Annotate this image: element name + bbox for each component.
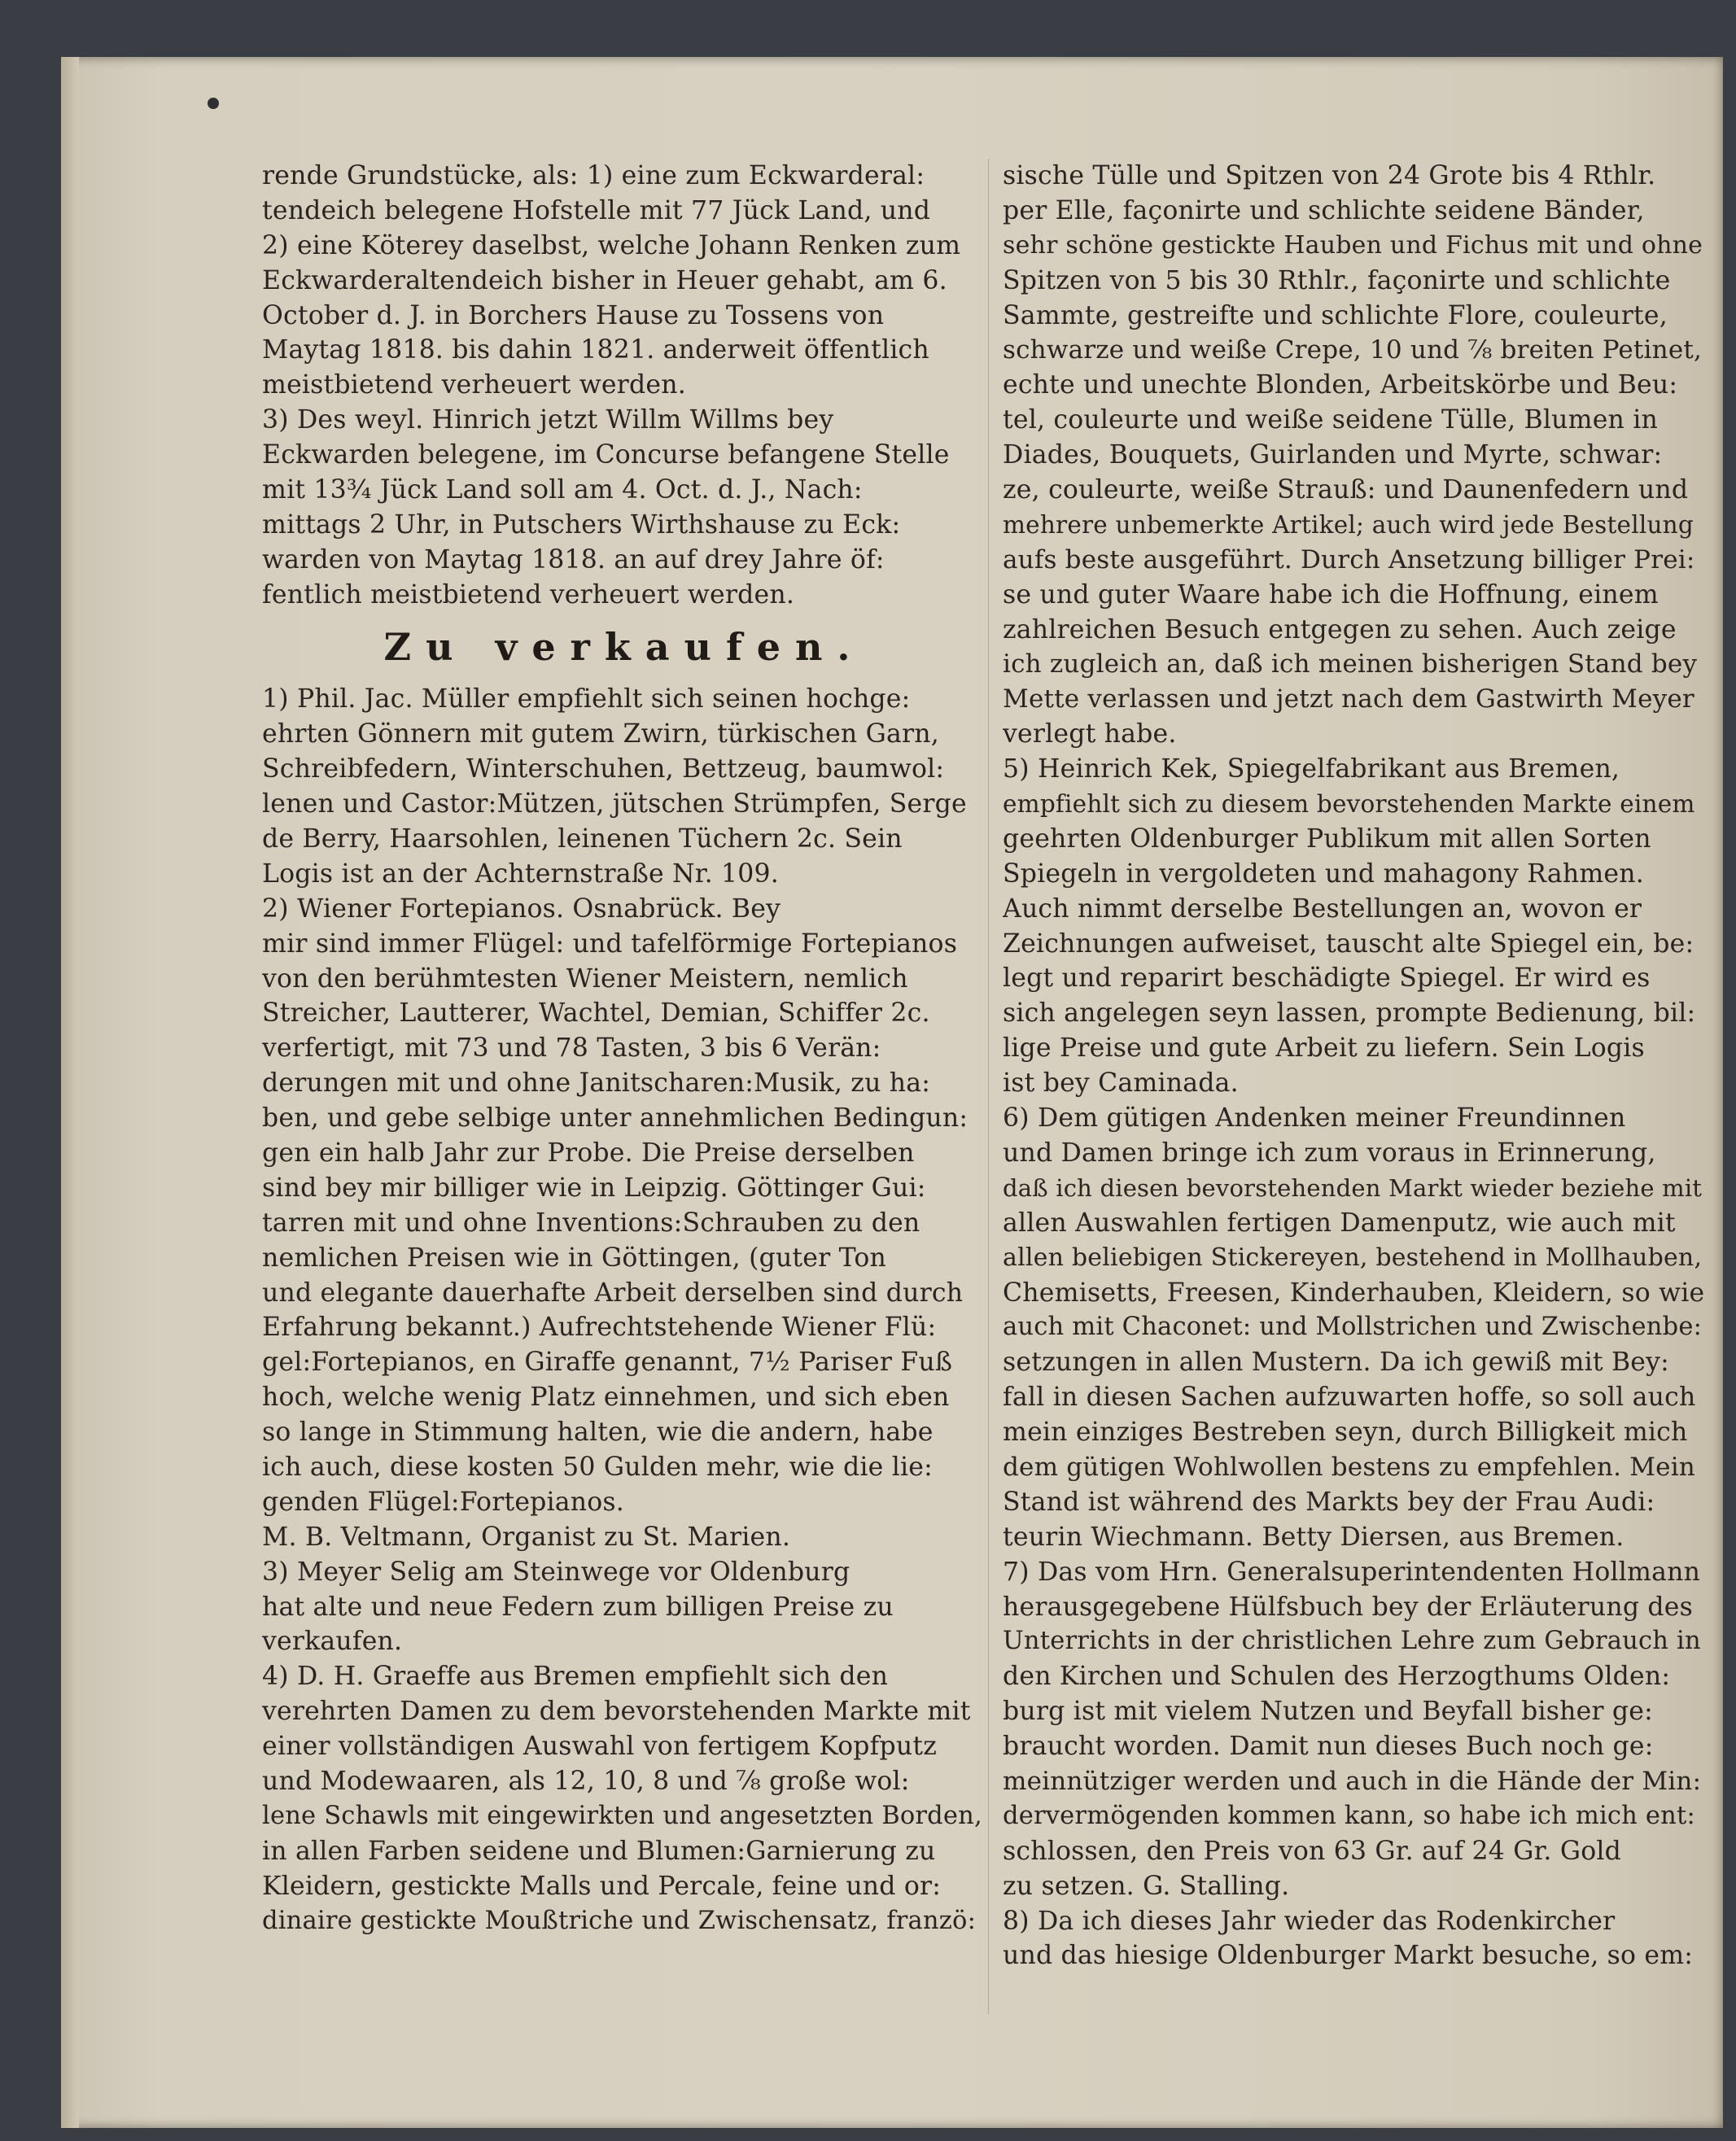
text-line: 3) Des weyl. Hinrich jetzt Willm Willms bey	[262, 405, 834, 435]
text-line: legt und reparirt beschädigte Spiegel. Er wird es	[1003, 963, 1651, 994]
text-line: de Berry, Haarsohlen, leinenen Tüchern 2c. Sein	[262, 824, 903, 854]
ink-dot	[208, 98, 219, 109]
text-line: 6) Dem gütigen Andenken meiner Freundinnen	[1003, 1103, 1626, 1134]
text-line: fentlich meistbietend verheuert werden.	[262, 579, 795, 610]
text-line: dervermögenden kommen kann, so habe ich mich ent:	[1003, 1801, 1695, 1830]
text-line: daß ich diesen bevorstehenden Markt wieder beziehe mit	[1003, 1173, 1703, 1202]
text-line: aufs beste ausgeführt. Durch Ansetzung billiger Prei:	[1003, 544, 1695, 575]
text-line: 1) Phil. Jac. Müller empfiehlt sich seinen hochge:	[262, 684, 911, 714]
text-line: sehr schöne gestickte Hauben und Fichus mit und ohne	[1003, 230, 1703, 260]
text-line: gel:Fortepianos, en Giraffe genannt, 7½ Pariser Fuß	[262, 1348, 953, 1378]
text-line: und Modewaaren, als 12, 10, 8 und ⅞ große wol:	[262, 1766, 910, 1796]
text-line: meistbietend verheuert werden.	[262, 370, 686, 400]
text-line: zahlreichen Besuch entgegen zu sehen. Auch zeige	[1003, 614, 1677, 644]
text-line: schlossen, den Preis von 63 Gr. auf 24 Gr. Gold	[1003, 1836, 1622, 1866]
text-line: tendeich belegene Hofstelle mit 77 Jück Land, und	[262, 195, 931, 225]
text-line: ben, und gebe selbige unter annehmlichen Bedingun:	[262, 1103, 969, 1134]
text-line: Kleidern, gestickte Malls und Percale, feine und or:	[262, 1871, 942, 1901]
text-line: Diades, Bouquets, Guirlanden und Myrte, schwar:	[1003, 440, 1663, 470]
text-line: Eckwarden belegene, im Concurse befangene Stelle	[262, 440, 950, 470]
text-line: derungen mit und ohne Janitscharen:Musik, zu ha:	[262, 1068, 931, 1099]
text-line: mehrere unbemerkte Artikel; auch wird jede Bestellung	[1003, 510, 1694, 539]
text-line: Logis ist an der Achternstraße Nr. 109.	[262, 859, 779, 889]
text-line: 8) Da ich dieses Jahr wieder das Rodenkircher	[1003, 1906, 1616, 1936]
text-line: October d. J. in Borchers Hause zu Tossens von	[262, 300, 885, 330]
text-line: rende Grundstücke, als: 1) eine zum Eckwarderal:	[262, 161, 925, 190]
text-line: auch mit Chaconet: und Mollstrichen und Zwischenbe:	[1003, 1313, 1703, 1342]
text-line: teurin Wiechmann. Betty Diersen, aus Bremen.	[1003, 1522, 1624, 1552]
text-line: 2) eine Köterey daselbst, welche Johann Renken zum	[262, 230, 961, 260]
text-line: per Elle, façonirte und schlichte seidene Bänder,	[1003, 195, 1645, 225]
left-text-column	[262, 159, 986, 1938]
text-line: ich zugleich an, daß ich meinen bisherigen Stand bey	[1003, 649, 1698, 679]
text-line: empfiehlt sich zu diesem bevorstehenden Markte einem	[1003, 790, 1695, 819]
text-line: sind bey mir billiger wie in Leipzig. Göttinger Gui:	[262, 1173, 926, 1203]
text-line: Maytag 1818. bis dahin 1821. anderweit öffentlich	[262, 335, 929, 365]
text-line: Chemisetts, Freesen, Kinderhauben, Kleidern, so wie	[1003, 1278, 1704, 1308]
text-line: allen beliebigen Stickereyen, bestehend in Mollhauben,	[1003, 1243, 1703, 1272]
text-line: hat alte und neue Federn zum billigen Preise zu	[262, 1592, 894, 1622]
text-line: mittags 2 Uhr, in Putschers Wirthshause zu Eck:	[262, 509, 901, 540]
column-divider	[988, 159, 989, 2014]
text-line: und Damen bringe ich zum voraus in Erinnerung,	[1003, 1138, 1656, 1168]
text-line: schwarze und weiße Crepe, 10 und ⅞ breiten Petinet,	[1003, 335, 1703, 365]
text-line: Eckwarderaltendeich bisher in Heuer gehabt, am 6.	[262, 265, 947, 295]
text-line: sische Tülle und Spitzen von 24 Grote bis 4 Rthlr.	[1003, 161, 1656, 190]
text-line: ze, couleurte, weiße Strauß: und Daunenfedern und	[1003, 475, 1689, 505]
left-paragraphs-top	[262, 159, 986, 613]
text-line: in allen Farben seidene und Blumen:Garnierung zu	[262, 1836, 936, 1866]
text-line: Spitzen von 5 bis 30 Rthlr., façonirte und schlichte	[1003, 265, 1671, 295]
text-line: sich angelegen seyn lassen, prompte Bedienung, bil:	[1003, 998, 1696, 1029]
text-line: lenen und Castor:Mützen, jütschen Strümpfen, Serge	[262, 789, 967, 819]
text-line: Unterrichts in der christlichen Lehre zum Gebrauch in	[1003, 1627, 1701, 1656]
text-line: meinnütziger werden und auch in die Hände der Min:	[1003, 1766, 1702, 1796]
left-paragraphs-bottom	[262, 682, 986, 1938]
text-line: 7) Das vom Hrn. Generalsuperintendenten Hollmann	[1003, 1557, 1701, 1587]
text-line: zu setzen. G. Stalling.	[1003, 1871, 1290, 1901]
text-line: 3) Meyer Selig am Steinwege vor Oldenburg	[262, 1557, 851, 1587]
text-line: lene Schawls mit eingewirkten und angesetzten Borden,	[262, 1801, 982, 1830]
text-line: genden Flügel:Fortepianos.	[262, 1487, 625, 1517]
text-line: warden von Maytag 1818. an auf drey Jahre öf:	[262, 544, 885, 575]
text-line: allen Auswahlen fertigen Damenputz, wie auch mit	[1003, 1208, 1676, 1238]
text-line: so lange in Stimmung halten, wie die andern, habe	[262, 1418, 934, 1448]
text-line: se und guter Waare habe ich die Hoffnung, einem	[1003, 579, 1659, 610]
text-line: Streicher, Lautterer, Wachtel, Demian, Schiffer 2c.	[262, 998, 930, 1029]
text-line: hoch, welche wenig Platz einnehmen, und sich eben	[262, 1383, 950, 1413]
text-line: lige Preise und gute Arbeit zu liefern. Sein Logis	[1003, 1033, 1645, 1064]
text-line: burg ist mit vielem Nutzen und Beyfall bisher ge:	[1003, 1697, 1653, 1727]
text-line: ist bey Caminada.	[1003, 1068, 1239, 1099]
text-line: nemlichen Preisen wie in Göttingen, (guter Ton	[262, 1243, 887, 1273]
text-line: dinaire gestickte Moußtriche und Zwischensatz, franzö:	[262, 1906, 977, 1935]
text-line: setzungen in allen Mustern. Da ich gewiß mit Bey:	[1003, 1348, 1669, 1378]
text-line: tel, couleurte und weiße seidene Tülle, Blumen in	[1003, 405, 1659, 435]
text-line: 2) Wiener Fortepianos. Osnabrück. Bey	[262, 894, 781, 924]
text-line: geehrten Oldenburger Publikum mit allen Sorten	[1003, 824, 1651, 854]
text-line: braucht worden. Damit nun dieses Buch noch ge:	[1003, 1732, 1654, 1762]
text-line: verehrten Damen zu dem bevorstehenden Markte mit	[262, 1697, 971, 1727]
text-line: verlegt habe.	[1003, 719, 1177, 749]
text-line: 4) D. H. Graeffe aus Bremen empfiehlt sich den	[262, 1662, 889, 1692]
text-line: Erfahrung bekannt.) Aufrechtstehende Wiener Flü:	[262, 1313, 937, 1343]
text-line: verkaufen.	[262, 1627, 403, 1657]
text-line: Schreibfedern, Winterschuhen, Bettzeug, baumwol:	[262, 754, 945, 784]
text-line: Spiegeln in vergoldeten und mahagony Rahmen.	[1003, 859, 1644, 889]
text-line: ehrten Gönnern mit gutem Zwirn, türkischen Garn,	[262, 719, 939, 749]
text-line: Mette verlassen und jetzt nach dem Gastwirth Meyer	[1003, 684, 1694, 714]
text-line: den Kirchen und Schulen des Herzogthums Olden:	[1003, 1662, 1671, 1692]
text-line: herausgegebene Hülfsbuch bey der Erläuterung des	[1003, 1592, 1693, 1622]
text-line: mit 13¾ Jück Land soll am 4. Oct. d. J., Nach:	[262, 475, 863, 505]
section-heading: Zu verkaufen.	[383, 624, 865, 669]
text-line: Stand ist während des Markts bey der Frau Audi:	[1003, 1487, 1655, 1517]
text-line: mein einziges Bestreben seyn, durch Billigkeit mich	[1003, 1418, 1688, 1448]
text-line: und das hiesige Oldenburger Markt besuche, so em:	[1003, 1941, 1694, 1971]
text-line: einer vollständigen Auswahl von fertigem Kopfputz	[262, 1732, 937, 1762]
text-line: verfertigt, mit 73 und 78 Tasten, 3 bis 6 Verän:	[262, 1033, 881, 1064]
text-line: 5) Heinrich Kek, Spiegelfabrikant aus Bremen,	[1003, 754, 1620, 784]
text-line: von den berühmtesten Wiener Meistern, nemlich	[262, 963, 908, 994]
text-line: und elegante dauerhafte Arbeit derselben sind durch	[262, 1278, 964, 1308]
page-binding-edge	[61, 57, 79, 2128]
text-line: dem gütigen Wohlwollen bestens zu empfehlen. Mein	[1003, 1452, 1695, 1482]
text-line: gen ein halb Jahr zur Probe. Die Preise derselben	[262, 1138, 915, 1168]
text-line: tarren mit und ohne Inventions:Schrauben zu den	[262, 1208, 920, 1238]
text-line: echte und unechte Blonden, Arbeitskörbe und Beu:	[1003, 370, 1678, 400]
text-line: ich auch, diese kosten 50 Gulden mehr, wie die lie:	[262, 1452, 933, 1482]
text-line: Sammte, gestreifte und schlichte Flore, couleurte,	[1003, 300, 1668, 330]
text-line: Zeichnungen aufweiset, tauscht alte Spiegel ein, be:	[1003, 928, 1694, 959]
right-text-column	[1003, 159, 1704, 1973]
text-line: fall in diesen Sachen aufzuwarten hoffe, so soll auch	[1003, 1383, 1696, 1413]
text-line: M. B. Veltmann, Organist zu St. Marien.	[262, 1522, 791, 1552]
text-line: mir sind immer Flügel: und tafelförmige Fortepianos	[262, 928, 958, 959]
text-line: Auch nimmt derselbe Bestellungen an, wovon er	[1003, 894, 1642, 924]
